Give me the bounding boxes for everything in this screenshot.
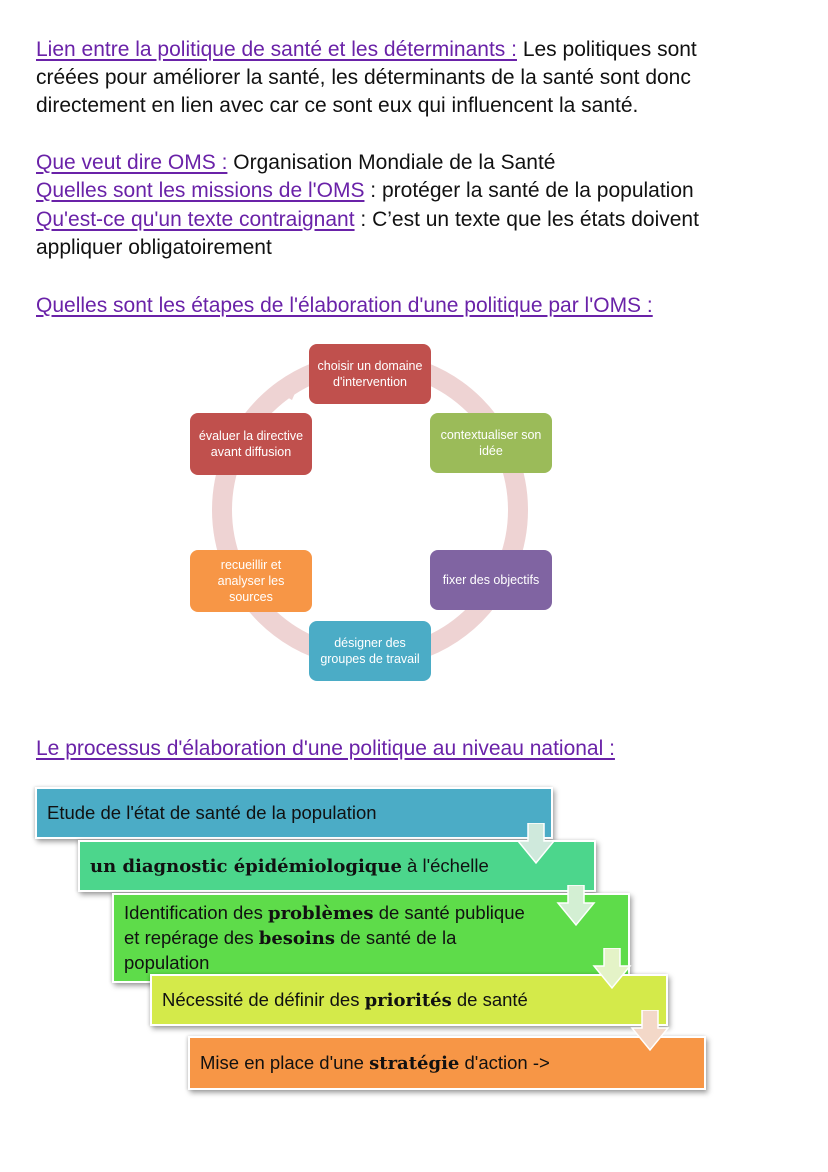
- step-keyword: problèmes: [267, 903, 374, 924]
- intro-line-1: [36, 36, 697, 64]
- cycle-step-contextualize: contextualiser son idée: [430, 413, 552, 473]
- step-text: à l'échelle: [401, 854, 489, 876]
- cycle-step-set-objectives: fixer des objectifs: [430, 550, 552, 610]
- answer-oms-meaning: Organisation Mondiale de la Santé: [227, 151, 556, 174]
- intro-line-2: créées pour améliorer la santé, les déterminants de la santé sont donc: [36, 66, 691, 89]
- question-oms-missions[interactable]: Quelles sont les missions de l'OMS: [36, 179, 365, 202]
- cycle-heading-link[interactable]: Quelles sont les étapes de l'élaboration d'une politique par l'OMS :: [36, 294, 653, 317]
- process-heading: [36, 735, 615, 763]
- question-policy-determinants[interactable]: Lien entre la politique de santé et les déterminants :: [36, 38, 517, 61]
- qa-binding-text: [36, 206, 699, 234]
- qa-oms-missions: [36, 177, 694, 205]
- step-text: Nécessité de définir des: [162, 988, 365, 1010]
- process-step-strategy: [188, 1036, 706, 1090]
- answer-binding-text: : C’est un texte que les états doivent: [354, 208, 699, 231]
- process-heading-link[interactable]: Le processus d'élaboration d'une politique au niveau national :: [36, 737, 615, 760]
- down-arrow-icon: [630, 1010, 670, 1052]
- step-text: de santé publique: [373, 902, 525, 923]
- cycle-step-evaluate-directive: évaluer la directive avant diffusion: [190, 413, 312, 475]
- step-text: population: [124, 952, 210, 973]
- step-keyword: stratégie: [369, 1052, 460, 1074]
- intro-line-3: directement en lien avec car ce sont eux qui influencent la santé.: [36, 94, 639, 117]
- step-text: Mise en place d'une: [200, 1051, 370, 1073]
- step-keyword: priorités: [364, 989, 452, 1011]
- process-step-priorities: [150, 974, 668, 1026]
- step-text: Identification des: [124, 902, 268, 923]
- answer-binding-text-line2: appliquer obligatoirement: [36, 236, 272, 259]
- answer-policy-determinants: Les politiques sont: [516, 38, 697, 61]
- step-text: Etude de l'état de santé de la population: [47, 802, 377, 823]
- step-text: d'action ->: [459, 1051, 550, 1073]
- question-oms-meaning[interactable]: Que veut dire OMS :: [36, 151, 228, 174]
- step-line: [124, 926, 525, 951]
- step-line: [124, 901, 525, 926]
- process-step-problems-needs: [112, 893, 630, 983]
- down-arrow-icon: [556, 885, 596, 927]
- step-text: et repérage des: [124, 927, 259, 948]
- cycle-step-collect-sources: recueillir et analyser les sources: [190, 550, 312, 612]
- step-text: de santé: [451, 988, 528, 1010]
- step-text: de santé de la: [334, 927, 457, 948]
- step-keyword: besoins: [258, 928, 335, 949]
- cycle-step-choose-domain: choisir un domaine d'intervention: [309, 344, 431, 404]
- answer-oms-missions: : protéger la santé de la population: [364, 179, 694, 202]
- qa-oms-meaning: [36, 149, 555, 177]
- down-arrow-icon: [592, 948, 632, 990]
- process-step-health-status: [35, 787, 553, 839]
- question-binding-text[interactable]: Qu'est-ce qu'un texte contraignant: [36, 208, 355, 231]
- step-keyword: un diagnostic épidémiologique: [90, 855, 402, 877]
- step-line: [124, 951, 525, 975]
- oms-policy-cycle-diagram: [180, 338, 560, 688]
- cycle-step-working-groups: désigner des groupes de travail: [309, 621, 431, 681]
- cycle-heading: [36, 292, 653, 320]
- down-arrow-icon: [516, 823, 556, 865]
